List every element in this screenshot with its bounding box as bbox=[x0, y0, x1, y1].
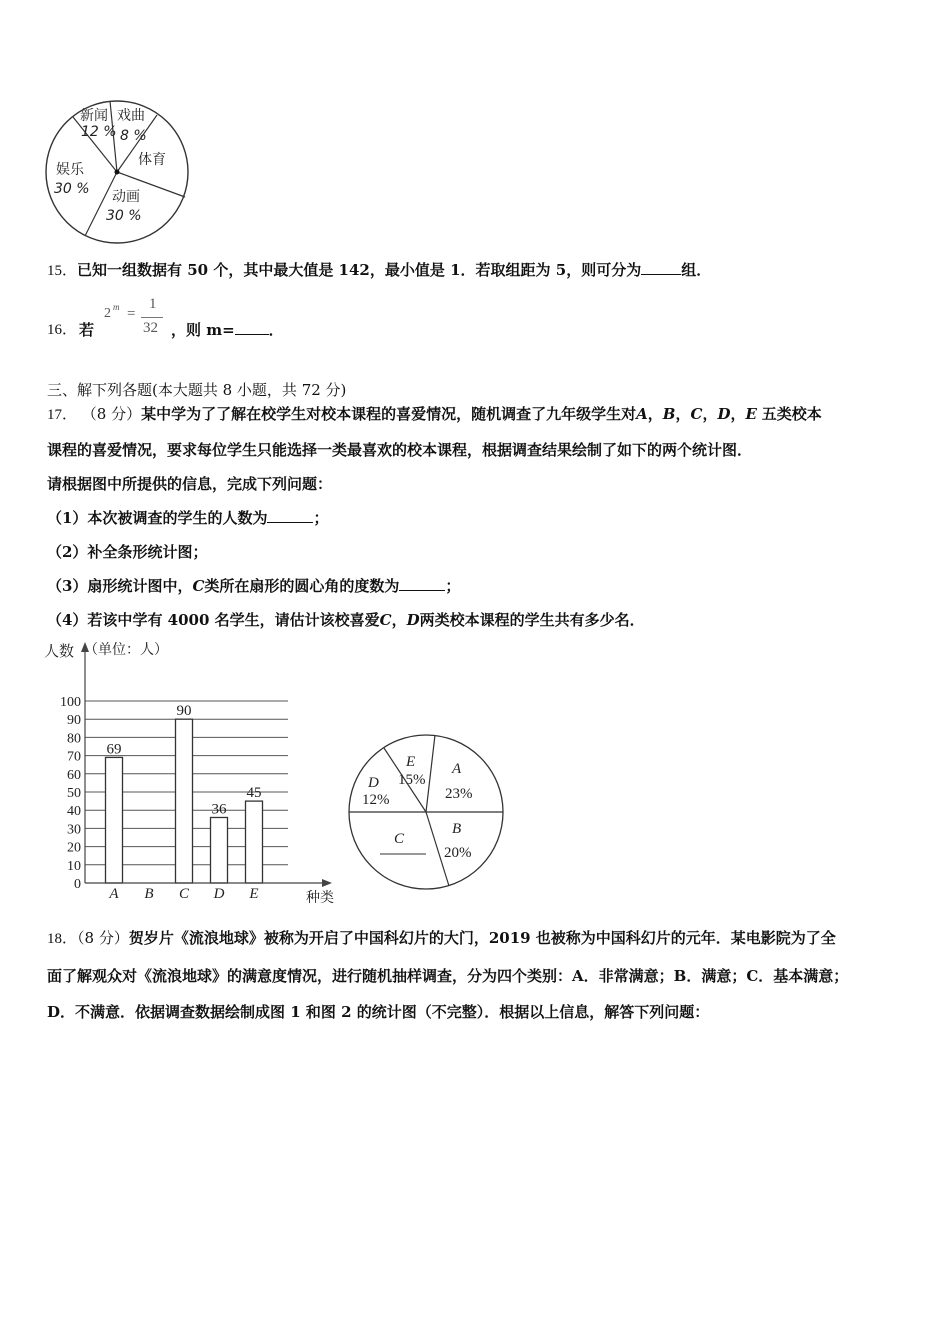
question-17-sub-4-text-b: 两类校本课程的学生共有多少名． bbox=[419, 611, 645, 629]
question-17-sub-3-blank bbox=[399, 576, 445, 591]
pie1-pct-news: 12 % bbox=[81, 124, 117, 140]
bar-y-tick-label: 100 bbox=[60, 695, 81, 710]
question-17-line-3 bbox=[47, 474, 332, 494]
question-17-sub-4-sep: ， bbox=[391, 611, 407, 629]
question-16-number: 16． bbox=[47, 322, 78, 338]
question-17-number: 17． bbox=[47, 407, 78, 423]
question-17-sub-1-blank bbox=[267, 508, 313, 523]
bar-y-tick-label: 0 bbox=[74, 877, 81, 892]
bar-y-tick-label: 40 bbox=[67, 804, 81, 820]
pie2-label-C: C bbox=[394, 831, 405, 847]
question-16-denominator: 32 bbox=[143, 320, 158, 336]
question-17-sub-4-text-a: （4）若该中学有 4000 名学生，请估计该校喜爱 bbox=[47, 611, 380, 629]
question-16-end: ． bbox=[268, 321, 284, 339]
question-18-line-3-text: D．不满意．依据调查数据绘制成图 1 和图 2 的统计图（不完整）．根据以上信息，解答下列问题： bbox=[47, 1003, 710, 1021]
bar-x-axis-arrow bbox=[322, 879, 332, 887]
pie2-divider-e-a bbox=[426, 735, 435, 812]
pie2-pct-D: 12% bbox=[362, 792, 390, 808]
bar-y-tick-label: 10 bbox=[67, 858, 81, 874]
bar-y-tick-label: 60 bbox=[67, 767, 81, 783]
question-17-sub-1 bbox=[47, 508, 328, 528]
bar-value-label-D: 36 bbox=[211, 801, 227, 818]
question-16-suffix bbox=[171, 320, 284, 340]
pie1-pct-opera: 8 % bbox=[120, 128, 147, 144]
question-18-line-1-text: 贺岁片《流浪地球》被称为开启了中国科幻片的大门，2019 也被称为中国科幻片的元年．某电影院为了全 bbox=[128, 929, 836, 947]
var-A: A bbox=[636, 405, 648, 423]
bar-y-tick-label: 90 bbox=[67, 713, 81, 729]
bar-y-tick-label: 70 bbox=[67, 749, 81, 765]
pie2-label-D: D bbox=[368, 775, 379, 791]
question-18-line-2 bbox=[47, 966, 848, 986]
pie1-label-anime: 动画 bbox=[112, 189, 140, 205]
pie1-pct-entertainment: 30 % bbox=[54, 181, 90, 197]
question-17-sub-1-end: ； bbox=[313, 509, 329, 527]
question-18-line-2-text: 面了解观众对《流浪地球》的满意度情况，进行随机抽样调查，分为四个类别：A．非常满意；B．满意；C．基本满意； bbox=[47, 967, 849, 985]
question-16-numerator: 1 bbox=[149, 296, 157, 312]
bar-category-label-E: E bbox=[249, 886, 259, 902]
var-B: B bbox=[662, 405, 676, 423]
pie2-label-E: E bbox=[406, 754, 416, 770]
question-17-sub-4 bbox=[47, 610, 645, 630]
pie-chart-viewing-preferences bbox=[40, 94, 196, 250]
question-17-score: （8 分） bbox=[81, 405, 142, 423]
question-17-stem-end: 五类校本 bbox=[761, 405, 822, 423]
question-17-sub-4-var-1: C bbox=[379, 611, 392, 629]
bar-value-label-A: 69 bbox=[106, 741, 122, 758]
question-17-sub-3-var: C bbox=[192, 577, 205, 595]
question-17-sub-3-end: ； bbox=[445, 577, 461, 595]
bar-D bbox=[211, 817, 228, 883]
question-16-equals: = bbox=[127, 306, 136, 322]
question-16-fraction-bar bbox=[141, 317, 163, 318]
bar-value-label-E: 45 bbox=[246, 785, 262, 802]
question-15-text: 已知一组数据有 50 个，其中最大值是 142，最小值是 1．若取组距为 5，则可分为 bbox=[77, 261, 642, 279]
question-17-sub-3 bbox=[47, 576, 460, 596]
bar-A bbox=[106, 757, 123, 883]
var-E: E bbox=[745, 405, 757, 423]
pie2-pct-E: 15% bbox=[398, 772, 426, 788]
question-17-line-2 bbox=[47, 440, 752, 460]
bar-y-tick-label: 80 bbox=[67, 731, 81, 747]
question-17-sub-3-text-a: （3）扇形统计图中， bbox=[47, 577, 193, 595]
question-17-stem: 某中学为了了解在校学生对校本课程的喜爱情况，随机调查了九年级学生对 bbox=[141, 405, 637, 423]
bar-y-axis-title: 人数 bbox=[44, 642, 75, 660]
pie2-pct-B: 20% bbox=[444, 845, 472, 861]
pie1-label-news: 新闻 bbox=[80, 108, 108, 124]
question-16-blank bbox=[235, 320, 269, 335]
question-15 bbox=[47, 260, 711, 281]
question-16-prefix: 若 bbox=[79, 321, 95, 339]
bar-E bbox=[246, 801, 263, 883]
var-D: D bbox=[717, 405, 731, 423]
question-17-line-2-text: 课程的喜爱情况，要求每位学生只能选择一类最喜欢的校本课程，根据调查结果绘制了如下的两个统计图． bbox=[47, 441, 753, 459]
bar-category-label-B: B bbox=[144, 886, 154, 902]
question-17-sub-1-text: （1）本次被调查的学生的人数为 bbox=[47, 509, 268, 527]
question-16-exponent: m bbox=[113, 302, 120, 312]
question-16-base: 2 bbox=[104, 306, 111, 321]
pie1-label-opera: 戏曲 bbox=[117, 108, 145, 124]
question-17-sub-3-text-b: 类所在扇形的圆心角的度数为 bbox=[204, 577, 400, 595]
pie2-label-A: A bbox=[452, 761, 462, 777]
question-18-line-3 bbox=[47, 1002, 709, 1022]
pie1-label-sports: 体育 bbox=[138, 152, 166, 168]
bar-y-axis-unit: （单位：人） bbox=[84, 642, 168, 658]
pie2-pct-A: 23% bbox=[445, 786, 473, 802]
question-18-line-1 bbox=[47, 928, 836, 949]
pie-chart-course-preference bbox=[344, 728, 508, 892]
bar-y-tick-label: 30 bbox=[67, 822, 81, 838]
question-15-end: 组． bbox=[681, 261, 712, 279]
question-17-line-3-text: 请根据图中所提供的信息，完成下列问题： bbox=[47, 475, 333, 493]
section-3-title: 三、解下列各题(本大题共 8 小题，共 72 分) bbox=[47, 381, 347, 399]
question-18-score: （8 分） bbox=[77, 929, 129, 947]
bar-value-label-C: 90 bbox=[176, 703, 192, 720]
question-17-sub-2 bbox=[47, 542, 207, 562]
question-15-number: 15． bbox=[47, 263, 78, 279]
question-16 bbox=[47, 296, 347, 344]
bar-x-axis-title: 种类 bbox=[306, 890, 334, 906]
bar-y-tick-label: 20 bbox=[67, 840, 81, 856]
question-15-blank bbox=[641, 260, 681, 275]
var-C: C bbox=[690, 405, 703, 423]
bar-chart-course-preference bbox=[40, 636, 350, 911]
question-16-suffix-text: ，则 m= bbox=[171, 321, 235, 339]
question-18-number: 18． bbox=[47, 931, 78, 947]
pie1-label-entertainment: 娱乐 bbox=[56, 162, 84, 178]
bar-category-label-C: C bbox=[178, 886, 190, 902]
pie1-center-dot bbox=[115, 170, 120, 175]
bar-category-label-A: A bbox=[109, 886, 119, 902]
question-17-sub-4-var-2: D bbox=[406, 611, 420, 629]
pie2-label-B: B bbox=[452, 821, 462, 837]
pie1-pct-anime: 30 % bbox=[106, 208, 142, 224]
bar-category-label-D: D bbox=[213, 886, 225, 902]
question-17-line-1: 17． （8 分）某中学为了了解在校学生对校本课程的喜爱情况，随机调查了九年级学生对A，B，C，D，E 五类校本 bbox=[47, 405, 822, 423]
bar-C bbox=[176, 719, 193, 883]
question-17-sub-2-text: （2）补全条形统计图； bbox=[47, 543, 208, 561]
bar-y-tick-label: 50 bbox=[67, 786, 81, 801]
